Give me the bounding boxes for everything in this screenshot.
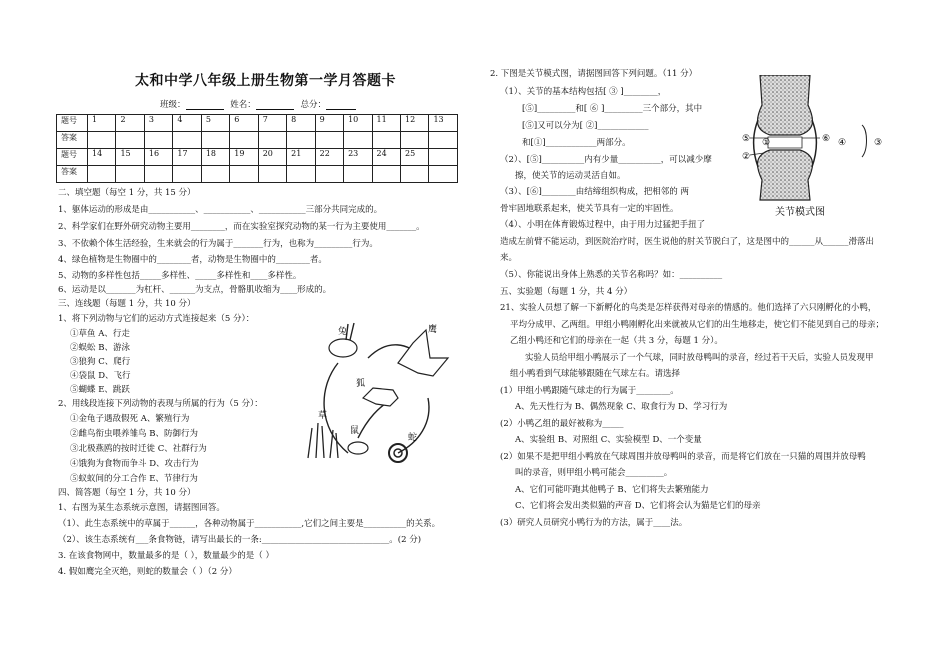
matching-item: ②雌鸟衔虫喂养雏鸟 B、防御行为 bbox=[70, 429, 198, 439]
answer-cell[interactable] bbox=[144, 166, 172, 183]
matching-item: ④袋鼠 D、飞行 bbox=[70, 371, 131, 381]
answer-cell[interactable] bbox=[287, 166, 315, 183]
answer-cell[interactable] bbox=[315, 132, 343, 149]
answer-cell[interactable] bbox=[258, 132, 286, 149]
eco-label-rabbit: 兔 bbox=[338, 327, 348, 337]
table-cell: 11 bbox=[372, 115, 400, 132]
question-text: 5、动物的多样性包括_____多样性、_____多样性和____多样性。 bbox=[58, 271, 302, 281]
table-cell: 25 bbox=[400, 149, 428, 166]
table-cell: 4 bbox=[173, 115, 201, 132]
joint-cavity bbox=[768, 137, 802, 148]
question-text: （5）、你能说出身体上熟悉的关节名称吗？如：__________ bbox=[500, 270, 723, 280]
answer-cell[interactable] bbox=[88, 132, 116, 149]
answer-cell[interactable] bbox=[344, 132, 372, 149]
class-field[interactable] bbox=[186, 109, 224, 110]
table-cell: 10 bbox=[344, 115, 372, 132]
joint-label-5: ⑤ bbox=[742, 134, 751, 144]
matching-item: ①草鱼 A、行走 bbox=[70, 329, 130, 339]
question-text: 实验人员给甲组小鸭展示了一个气球，同时放母鸭叫的录音，经过若干天后，实验人员发现甲 bbox=[525, 353, 874, 363]
answer-row-2 bbox=[57, 166, 458, 183]
score-field[interactable] bbox=[326, 109, 356, 110]
question-text: [⑤]又可以分为[ ②]____________ bbox=[522, 121, 649, 131]
section-heading: 五、实验题（每题 1 分，共 4 分） bbox=[500, 287, 633, 297]
lower-bone bbox=[757, 150, 812, 200]
bracket bbox=[862, 125, 867, 157]
student-info-line bbox=[160, 98, 356, 110]
joint-label-6: ⑥ bbox=[822, 134, 831, 144]
answer-cell[interactable] bbox=[315, 166, 343, 183]
answer-cell[interactable] bbox=[116, 166, 144, 183]
name-field[interactable] bbox=[256, 109, 294, 110]
upper-bone bbox=[757, 75, 812, 135]
table-cell bbox=[429, 149, 458, 166]
matching-item: ④饿狗为食物而争斗 D、攻击行为 bbox=[70, 459, 199, 469]
table-cell: 3 bbox=[144, 115, 172, 132]
table-header: 题号 bbox=[57, 149, 88, 166]
question-text: 叫的录音，则甲组小鸭可能会_________。 bbox=[515, 468, 673, 478]
matching-item: ②蜈蚣 B、游泳 bbox=[70, 343, 130, 353]
table-cell: 2 bbox=[116, 115, 144, 132]
choice-options: A、它们可能吓跑其他鸭子 B、它们将失去繁殖能力 bbox=[515, 485, 709, 495]
table-cell: 18 bbox=[201, 149, 229, 166]
choice-options: A、实验组 B、对照组 C、实验模型 D、一个变量 bbox=[515, 435, 702, 445]
answer-cell[interactable] bbox=[173, 132, 201, 149]
question-text: [⑤]_________和[ ⑥ ]_________三个部分，其中 bbox=[522, 104, 703, 114]
question-text: 1、将下列动物与它们的运动方式连接起来（5 分）： bbox=[58, 314, 255, 324]
joint-caption: 关节模式图 bbox=[775, 207, 825, 218]
matching-item: ⑤蚁蚁间的分工合作 E、节律行为 bbox=[70, 474, 198, 484]
question-text: (2）如果不是把甲组小鸭放在气球周围并放母鸭叫的录音，而是将它们放在一只猫的周围并放母鸭 bbox=[500, 452, 866, 462]
table-cell: 8 bbox=[287, 115, 315, 132]
question-text: 4. 假如鹰完全灭绝，则蛇的数量会（ ）（2 分） bbox=[58, 567, 237, 577]
question-text: （1）、关节的基本结构包括[ ③ ]________， bbox=[500, 87, 667, 97]
table-cell: 1 bbox=[88, 115, 116, 132]
question-text: 乙组小鸭还和它们的母亲在一起（共 3 分，每题 1 分）。 bbox=[510, 336, 723, 346]
answer-cell[interactable] bbox=[144, 132, 172, 149]
answer-cell[interactable] bbox=[173, 166, 201, 183]
question-text: (1）甲组小鸭跟随气球走的行为属于________。 bbox=[500, 386, 679, 396]
eco-label-eagle: 鹰 bbox=[428, 325, 438, 335]
answer-cell[interactable] bbox=[429, 166, 458, 183]
joint-label-2: ② bbox=[742, 152, 751, 162]
table-cell: 13 bbox=[429, 115, 458, 132]
table-header: 答案 bbox=[57, 132, 88, 149]
table-cell: 20 bbox=[258, 149, 286, 166]
table-cell: 15 bbox=[116, 149, 144, 166]
answer-cell[interactable] bbox=[201, 132, 229, 149]
answer-cell[interactable] bbox=[230, 166, 258, 183]
table-cell: 19 bbox=[230, 149, 258, 166]
eco-label-snake: 蛇 bbox=[408, 433, 418, 443]
joint-label-1: ① bbox=[762, 138, 771, 148]
eco-label-mouse: 鼠 bbox=[350, 426, 360, 436]
question-text: （1）、此生态系统中的草属于______，各种动物属于___________,它们之间主要是__________的关系。 bbox=[58, 519, 441, 529]
answer-cell[interactable] bbox=[230, 132, 258, 149]
answer-table bbox=[56, 114, 458, 183]
answer-cell[interactable] bbox=[372, 166, 400, 183]
choice-options: A、先天性行为 B、偶然现象 C、取食行为 D、学习行为 bbox=[515, 402, 728, 412]
question-text: 3. 在该食物网中，数量最多的是（ ），数量最少的是（ ） bbox=[58, 551, 274, 561]
question-text: 和[①]____________两部分。 bbox=[522, 138, 631, 148]
matching-item: ③北极燕鸥的按时迁徙 C、社群行为 bbox=[70, 444, 207, 454]
class-label: 班级： bbox=[160, 100, 186, 110]
question-text: 骨牢固地联系起来，使关节具有一定的牢固性。 bbox=[500, 204, 679, 214]
question-text: (2）小鸭乙组的最好被称为_____ bbox=[500, 419, 624, 429]
question-text: 1、躯体运动的形成是由___________、___________、___________三部分共同完成的。 bbox=[58, 205, 383, 215]
question-text: （4）、小明在体育锻炼过程中，由于用力过猛把手扭了 bbox=[500, 220, 706, 230]
question-text: 6、运动是以_______为杠杆、______为支点，骨骼肌收缩为____形成的。 bbox=[58, 285, 332, 295]
table-cell: 14 bbox=[88, 149, 116, 166]
answer-cell[interactable] bbox=[287, 132, 315, 149]
answer-cell[interactable] bbox=[116, 132, 144, 149]
question-text: 3、不依赖个体生活经验，生来就会的行为属于_______行为，也称为_________行为。 bbox=[58, 239, 378, 249]
eagle-icon bbox=[398, 330, 448, 376]
table-cell: 21 bbox=[287, 149, 315, 166]
section-heading: 四、简答题（每空 1 分，共 10 分） bbox=[58, 488, 196, 498]
question-text: （2）、[⑤]__________内有少量__________，可以减少摩 bbox=[500, 155, 712, 165]
matching-item: ③狼狗 C、爬行 bbox=[70, 357, 131, 367]
answer-cell[interactable] bbox=[201, 166, 229, 183]
question-text: 擦，使关节的运动灵活自如。 bbox=[515, 171, 626, 181]
question-text: 21、实验人员想了解一下新孵化的鸟类是怎样获得对母亲的情感的。他们选择了六只刚孵化的小鸭， bbox=[500, 303, 877, 313]
matching-item: ①金龟子遇敌假死 A、繁殖行为 bbox=[70, 414, 190, 424]
matching-item: ⑤蝴蝶 E、跳跃 bbox=[70, 385, 130, 395]
answer-cell[interactable] bbox=[88, 166, 116, 183]
fox-icon bbox=[363, 388, 398, 406]
eco-label-grass: 草 bbox=[318, 411, 328, 421]
question-text: 2. 下图是关节模式图，请据图回答下列问题。（11 分） bbox=[490, 69, 698, 79]
question-number-row-2 bbox=[57, 149, 458, 166]
question-text: (3）研究人员研究小鸭行为的方法，属于____法。 bbox=[500, 518, 688, 528]
table-header: 题号 bbox=[57, 115, 88, 132]
table-cell: 17 bbox=[173, 149, 201, 166]
question-text: 2、科学家们在野外研究动物主要用________，而在实验室探究动物的某一行为主要使用_______。 bbox=[58, 222, 425, 232]
table-header: 答案 bbox=[57, 166, 88, 183]
joint-label-4: ④ bbox=[838, 138, 847, 148]
joint-label-3: ③ bbox=[874, 138, 883, 148]
table-cell: 6 bbox=[230, 115, 258, 132]
section-heading: 三、连线题（每题 1 分，共 10 分） bbox=[58, 299, 196, 309]
answer-cell[interactable] bbox=[400, 132, 428, 149]
table-cell: 9 bbox=[315, 115, 343, 132]
question-text: 造成左前臂不能运动，到医院治疗时，医生说他的肘关节脱臼了，这是图中的______从______滑落出 bbox=[500, 237, 875, 247]
name-label: 姓名： bbox=[230, 100, 256, 110]
table-cell: 22 bbox=[315, 149, 343, 166]
table-cell: 23 bbox=[344, 149, 372, 166]
question-text: （2）、该生态系统有___条食物链，请写出最长的一条:______________________________。(2 分) bbox=[58, 535, 422, 545]
choice-options: C、它们将会发出类似猫的声音 D、它们将会认为猫是它们的母亲 bbox=[515, 501, 761, 511]
question-text: 组小鸭看到气球能够跟随在气球左右。请选择 bbox=[510, 369, 681, 379]
question-text: 2、用线段连接下列动物的表现与所属的行为（5 分）： bbox=[58, 399, 263, 409]
table-cell: 5 bbox=[201, 115, 229, 132]
question-text: （3）、[⑥]________由结缔组织构成，把相邻的 两 bbox=[500, 187, 689, 197]
ecosystem-diagram bbox=[298, 318, 458, 468]
mouse-icon bbox=[348, 442, 368, 454]
table-cell: 16 bbox=[144, 149, 172, 166]
answer-cell[interactable] bbox=[400, 166, 428, 183]
score-label: 总分： bbox=[300, 100, 326, 110]
page-title: 太和中学八年级上册生物第一学月答题卡 bbox=[135, 73, 396, 89]
joint-diagram bbox=[740, 75, 890, 225]
answer-cell[interactable] bbox=[258, 166, 286, 183]
question-number-row-1 bbox=[57, 115, 458, 132]
question-text: 1、右图为某生态系统示意图，请据图回答。 bbox=[58, 503, 225, 513]
grass-icon bbox=[308, 423, 338, 458]
question-text: 4、绿色植物是生物圈中的________者，动物是生物圈中的________者。 bbox=[58, 255, 327, 265]
answer-cell[interactable] bbox=[372, 132, 400, 149]
question-text: 来。 bbox=[500, 253, 518, 263]
question-text: 平均分成甲、乙两组。甲组小鸭刚孵化出来就被从它们的出生地移走，使它们不能见到自己的母亲； bbox=[510, 320, 885, 330]
table-cell: 24 bbox=[372, 149, 400, 166]
table-cell: 7 bbox=[258, 115, 286, 132]
answer-row-1 bbox=[57, 132, 458, 149]
answer-cell[interactable] bbox=[429, 132, 458, 149]
table-cell: 12 bbox=[400, 115, 428, 132]
answer-cell[interactable] bbox=[344, 166, 372, 183]
section-heading: 二、填空题（每空 1 分，共 15 分） bbox=[58, 188, 196, 198]
eco-label-fox: 狐 bbox=[356, 379, 366, 389]
